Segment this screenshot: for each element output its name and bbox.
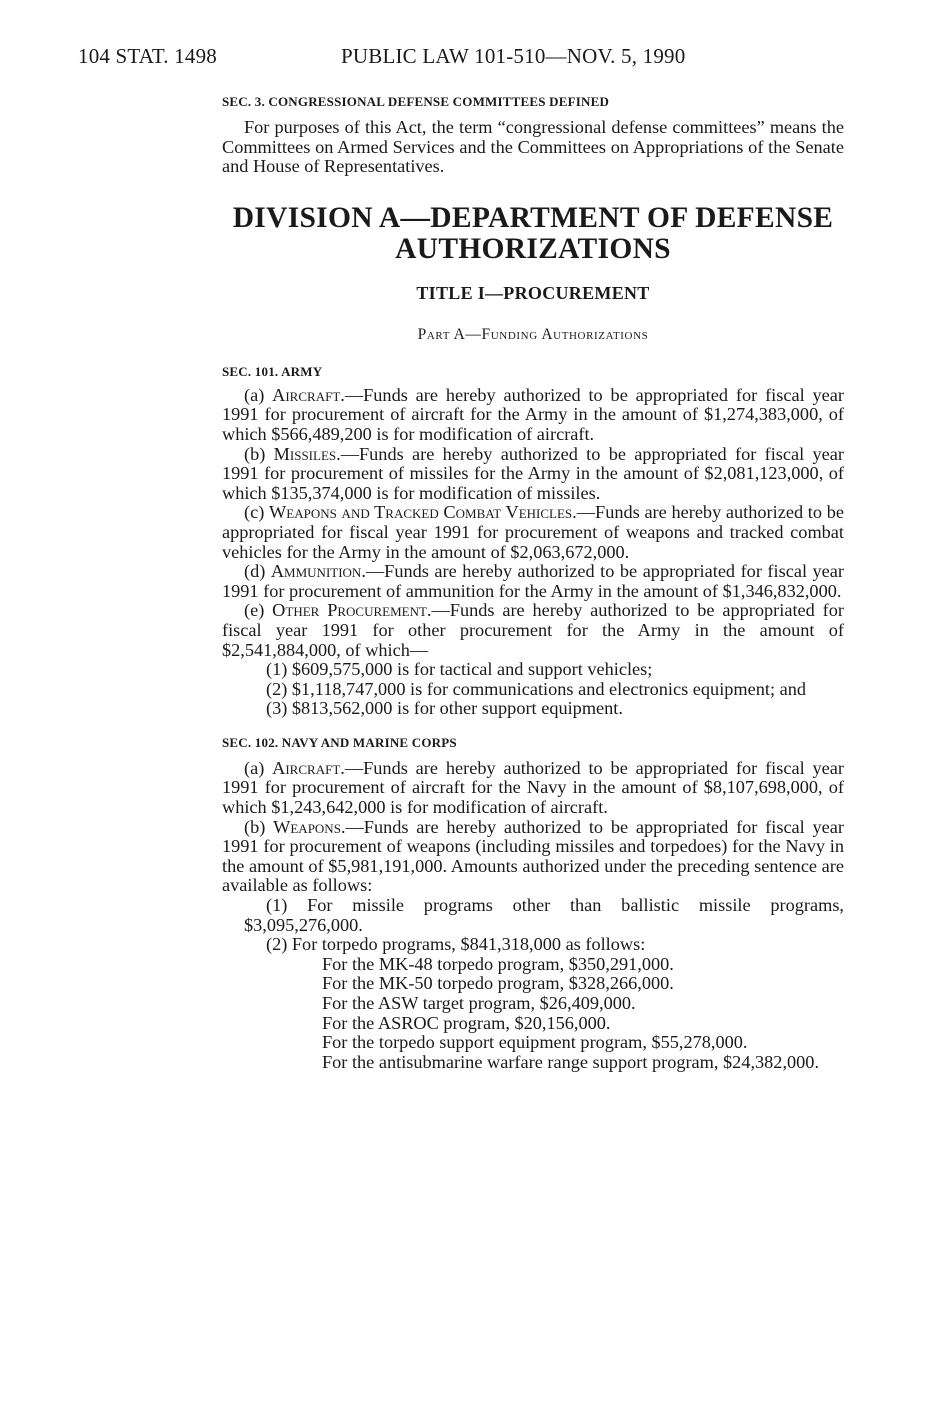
stat-page-number: 104 STAT. 1498 (78, 44, 217, 68)
paragraph-caption: Other Procurement (272, 600, 427, 621)
paragraph-caption: Weapons (273, 816, 341, 837)
document-body (222, 94, 844, 1072)
paragraph-text: .—Funds are hereby authorized to be appropriated for fiscal year 1991 for procurement of aircraft for the Navy in the amount of $8,107,698,000, of which $1,243,642,000 is for modification of aircraft. (222, 757, 844, 818)
paragraph-text: .—Funds are hereby authorized to be appropriated for fiscal year 1991 for procurement of weapons (including missiles and torpedoes) for the Navy in the amount of $5,981,191,000. Amounts authorized under the preceding sentence are available as follows: (222, 816, 844, 896)
division-title (222, 203, 844, 265)
torpedo-program-item: For the torpedo support equipment program, $55,278,000. (322, 1032, 748, 1053)
torpedo-program-item: For the MK-50 torpedo program, $328,266,000. (322, 973, 674, 994)
list-item (222, 660, 844, 680)
torpedo-program-item: For the MK-48 torpedo program, $350,291,000. (322, 953, 674, 974)
list-item-text: (1) For missile programs other than ballistic missile programs, $3,095,276,000. (244, 895, 844, 935)
paragraph-caption: Aircraft (272, 757, 341, 778)
list-item (222, 896, 844, 935)
paragraph-label: (a) (244, 384, 273, 405)
paragraph-label: (e) (244, 600, 273, 621)
sec101-paragraph-c (222, 503, 844, 562)
section-102-heading: SEC. 102. NAVY AND MARINE CORPS (222, 734, 457, 750)
paragraph-text: .—Funds are hereby authorized to be appropriated for fiscal year 1991 for procurement of aircraft for the Army in the amount of $1,274,383,000, of which $566,489,200 is for modification of aircraft. (222, 384, 844, 444)
paragraph-label: (b) (244, 816, 274, 837)
list-item-text: (2) For torpedo programs, $841,318,000 as follows: (266, 934, 646, 955)
list-item (222, 699, 844, 719)
sec101-paragraph-a (222, 386, 844, 445)
division-title-line-2: AUTHORIZATIONS (395, 232, 671, 265)
paragraph-text: .—Funds are hereby authorized to be appropriated for fiscal year 1991 for procurement of weapons and tracked combat vehicles for the Army in the amount of $2,063,672,000. (222, 502, 844, 562)
list-item-text: (3) $813,562,000 is for other support equipment. (266, 698, 623, 719)
torpedo-program-item: For the antisubmarine warfare range support program, $24,382,000. (322, 1051, 820, 1072)
sec101-paragraph-b (222, 445, 844, 504)
torpedo-program-item: For the ASROC program, $20,156,000. (322, 1012, 611, 1033)
list-item-text: (1) $609,575,000 is for tactical and support vehicles; (266, 659, 653, 680)
section-101-heading: SEC. 101. ARMY (222, 363, 323, 379)
division-title-line-1: DIVISION A—DEPARTMENT OF DEFENSE (232, 201, 834, 234)
paragraph-label: (c) (244, 502, 270, 523)
public-law-citation: PUBLIC LAW 101-510—NOV. 5, 1990 (341, 44, 686, 68)
paragraph-label: (a) (244, 757, 273, 778)
sec101-paragraph-e (222, 601, 844, 660)
sec101-paragraph-d (222, 562, 844, 601)
section-3-text: For purposes of this Act, the term “congressional defense committees” means the Committees on Armed Services and the Committees on Appropriations of the Senate and House of Representatives. (222, 117, 844, 177)
paragraph-label: (b) (244, 443, 274, 464)
paragraph-caption: Weapons and Tracked Combat Vehicles (269, 502, 573, 523)
sec102-paragraph-b (222, 818, 844, 896)
paragraph-text: .—Funds are hereby authorized to be appropriated for fiscal year 1991 for procurement of missiles for the Army in the amount of $2,081,123,000, of which $135,374,000 is for modification of missiles. (222, 443, 844, 503)
section-3-heading: SEC. 3. CONGRESSIONAL DEFENSE COMMITTEES DEFINED (222, 94, 610, 109)
paragraph-text: .—Funds are hereby authorized to be appropriated for fiscal year 1991 for other procurement for the Army in the amount of $2,541,884,000, of which— (222, 600, 844, 660)
sec102-paragraph-a (222, 759, 844, 818)
paragraph-text: .—Funds are hereby authorized to be appropriated for fiscal year 1991 for procurement of ammunition for the Army in the amount of $1,346,832,000. (222, 561, 844, 601)
paragraph-label: (d) (244, 561, 271, 582)
list-item (222, 935, 844, 955)
paragraph-caption: Aircraft (272, 384, 341, 405)
paragraph-caption: Ammunition (270, 561, 362, 582)
torpedo-program-item: For the ASW target program, $26,409,000. (322, 993, 636, 1013)
list-item (222, 680, 844, 700)
title-heading: TITLE I—PROCUREMENT (416, 282, 650, 303)
part-heading: Part A—Funding Authorizations (417, 325, 649, 343)
paragraph-caption: Missiles (273, 443, 337, 464)
list-item-text: (2) $1,118,747,000 is for communications and electronics equipment; and (266, 678, 807, 699)
